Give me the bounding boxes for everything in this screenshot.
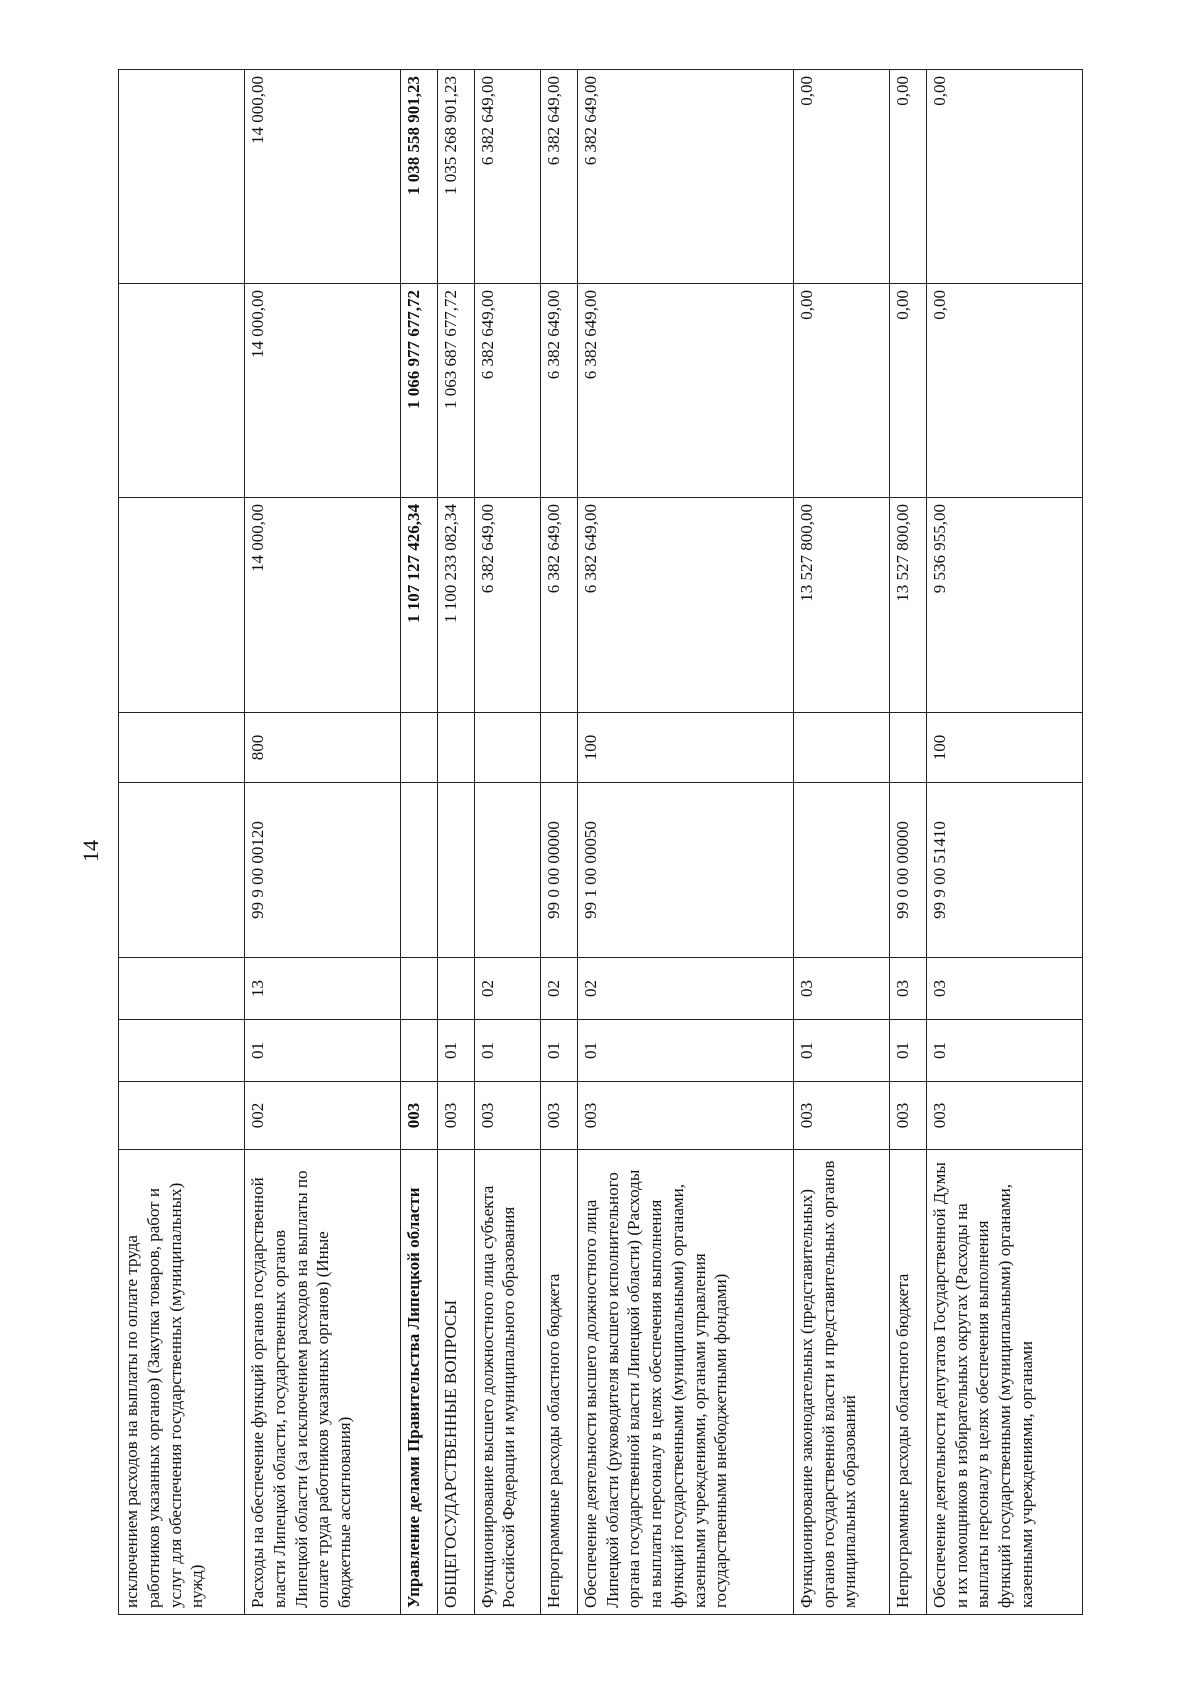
admin-code xyxy=(119,1082,245,1150)
expense-type-code xyxy=(793,713,889,783)
table-row xyxy=(438,70,475,1615)
amount-year-1: 6 382 649,00 xyxy=(474,498,541,713)
table-row xyxy=(541,70,578,1615)
amount-year-2: 0,00 xyxy=(793,284,889,498)
row-name: Управление делами Правительства Липецкой области xyxy=(401,1150,438,1615)
row-name: Обеспечение деятельности высшего должностного лица Липецкой области (руководителя высшего исполнительного органа государственной власти Липецкой области) (Расходы на выплаты персоналу в целях обеспечения выполнения функций государственными (муниципальными) органами, казенными учреждениями, органами управления государственными внебюджетными фондами) xyxy=(577,1150,793,1615)
amount-year-1: 14 000,00 xyxy=(245,498,401,713)
amount-year-2: 1 066 977 677,72 xyxy=(401,284,438,498)
amount-year-1: 1 100 233 082,34 xyxy=(438,498,475,713)
table-row xyxy=(793,70,889,1615)
amount-year-3: 6 382 649,00 xyxy=(474,70,541,284)
target-article-code xyxy=(474,783,541,958)
section-code: 01 xyxy=(541,1020,578,1082)
row-name: ОБЩЕГОСУДАРСТВЕННЫЕ ВОПРОСЫ xyxy=(438,1150,475,1615)
table-row xyxy=(119,70,245,1615)
section-code: 01 xyxy=(474,1020,541,1082)
admin-code: 003 xyxy=(577,1082,793,1150)
table-row xyxy=(890,70,927,1615)
amount-year-3: 6 382 649,00 xyxy=(577,70,793,284)
section-code: 01 xyxy=(793,1020,889,1082)
row-name: Расходы на обеспечение функций органов государственной власти Липецкой области, государственных органов Липецкой области (за исключением расходов на выплаты по оплате труда работников указанных органов) (Иные бюджетные ассигнования) xyxy=(245,1150,401,1615)
subsection-code xyxy=(401,958,438,1020)
amount-year-2 xyxy=(119,284,245,498)
subsection-code: 03 xyxy=(926,958,1082,1020)
amount-year-1: 6 382 649,00 xyxy=(541,498,578,713)
admin-code: 003 xyxy=(438,1082,475,1150)
amount-year-2: 6 382 649,00 xyxy=(577,284,793,498)
admin-code: 003 xyxy=(474,1082,541,1150)
amount-year-1: 13 527 800,00 xyxy=(890,498,927,713)
amount-year-3: 0,00 xyxy=(926,70,1082,284)
table-row xyxy=(245,70,401,1615)
page-number: 14 xyxy=(78,840,103,862)
row-name: Непрограммные расходы областного бюджета xyxy=(890,1150,927,1615)
amount-year-3: 0,00 xyxy=(793,70,889,284)
section-code: 01 xyxy=(926,1020,1082,1082)
admin-code: 003 xyxy=(541,1082,578,1150)
expense-type-code xyxy=(541,713,578,783)
expense-type-code xyxy=(438,713,475,783)
section-code: 01 xyxy=(245,1020,401,1082)
amount-year-3: 1 035 268 901,23 xyxy=(438,70,475,284)
target-article-code: 99 0 00 00000 xyxy=(541,783,578,958)
section-code: 01 xyxy=(438,1020,475,1082)
expense-type-code xyxy=(890,713,927,783)
target-article-code: 99 9 00 51410 xyxy=(926,783,1082,958)
target-article-code xyxy=(793,783,889,958)
expense-type-code: 100 xyxy=(926,713,1082,783)
target-article-code xyxy=(119,783,245,958)
amount-year-1 xyxy=(119,498,245,713)
table-row xyxy=(474,70,541,1615)
amount-year-3: 0,00 xyxy=(890,70,927,284)
row-name: Обеспечение деятельности депутатов Государственной Думы и их помощников в избирательных округах (Расходы на выплаты персоналу в целях обеспечения выполнения функций государственными (муниципальными) органами, казенными учреждениями, органами xyxy=(926,1150,1082,1615)
expense-type-code xyxy=(119,713,245,783)
admin-code: 003 xyxy=(926,1082,1082,1150)
subsection-code: 03 xyxy=(890,958,927,1020)
expense-type-code: 800 xyxy=(245,713,401,783)
admin-code: 002 xyxy=(245,1082,401,1150)
budget-table-body xyxy=(119,70,1083,1615)
amount-year-3: 6 382 649,00 xyxy=(541,70,578,284)
amount-year-2: 0,00 xyxy=(890,284,927,498)
row-name: Функционирование законодательных (представительных) органов государственной власти и представительных органов муниципальных образований xyxy=(793,1150,889,1615)
budget-table xyxy=(118,69,1083,1615)
amount-year-2: 1 063 687 677,72 xyxy=(438,284,475,498)
rotated-page-content xyxy=(118,70,1083,1615)
subsection-code xyxy=(438,958,475,1020)
amount-year-2: 6 382 649,00 xyxy=(541,284,578,498)
admin-code: 003 xyxy=(793,1082,889,1150)
subsection-code: 13 xyxy=(245,958,401,1020)
row-name: Функционирование высшего должностного лица субъекта Российской Федерации и муниципального образования xyxy=(474,1150,541,1615)
row-name: Непрограммные расходы областного бюджета xyxy=(541,1150,578,1615)
expense-type-code: 100 xyxy=(577,713,793,783)
section-code: 01 xyxy=(890,1020,927,1082)
expense-type-code xyxy=(474,713,541,783)
amount-year-1: 1 107 127 426,34 xyxy=(401,498,438,713)
target-article-code xyxy=(438,783,475,958)
target-article-code xyxy=(401,783,438,958)
target-article-code: 99 1 00 00050 xyxy=(577,783,793,958)
section-code xyxy=(119,1020,245,1082)
admin-code: 003 xyxy=(890,1082,927,1150)
amount-year-3 xyxy=(119,70,245,284)
amount-year-2: 0,00 xyxy=(926,284,1082,498)
row-name: исключением расходов на выплаты по оплате труда работников указанных органов) (Закупка товаров, работ и услуг для обеспечения государственных (муниципальных) нужд) xyxy=(119,1150,245,1615)
subsection-code: 02 xyxy=(474,958,541,1020)
amount-year-1: 9 536 955,00 xyxy=(926,498,1082,713)
expense-type-code xyxy=(401,713,438,783)
amount-year-2: 6 382 649,00 xyxy=(474,284,541,498)
amount-year-1: 6 382 649,00 xyxy=(577,498,793,713)
subsection-code: 02 xyxy=(577,958,793,1020)
amount-year-1: 13 527 800,00 xyxy=(793,498,889,713)
admin-code: 003 xyxy=(401,1082,438,1150)
amount-year-3: 14 000,00 xyxy=(245,70,401,284)
amount-year-3: 1 038 558 901,23 xyxy=(401,70,438,284)
target-article-code: 99 9 00 00120 xyxy=(245,783,401,958)
subsection-code: 03 xyxy=(793,958,889,1020)
table-row xyxy=(926,70,1082,1615)
target-article-code: 99 0 00 00000 xyxy=(890,783,927,958)
amount-year-2: 14 000,00 xyxy=(245,284,401,498)
section-code xyxy=(401,1020,438,1082)
table-row xyxy=(401,70,438,1615)
subsection-code: 02 xyxy=(541,958,578,1020)
subsection-code xyxy=(119,958,245,1020)
section-code: 01 xyxy=(577,1020,793,1082)
table-row xyxy=(577,70,793,1615)
